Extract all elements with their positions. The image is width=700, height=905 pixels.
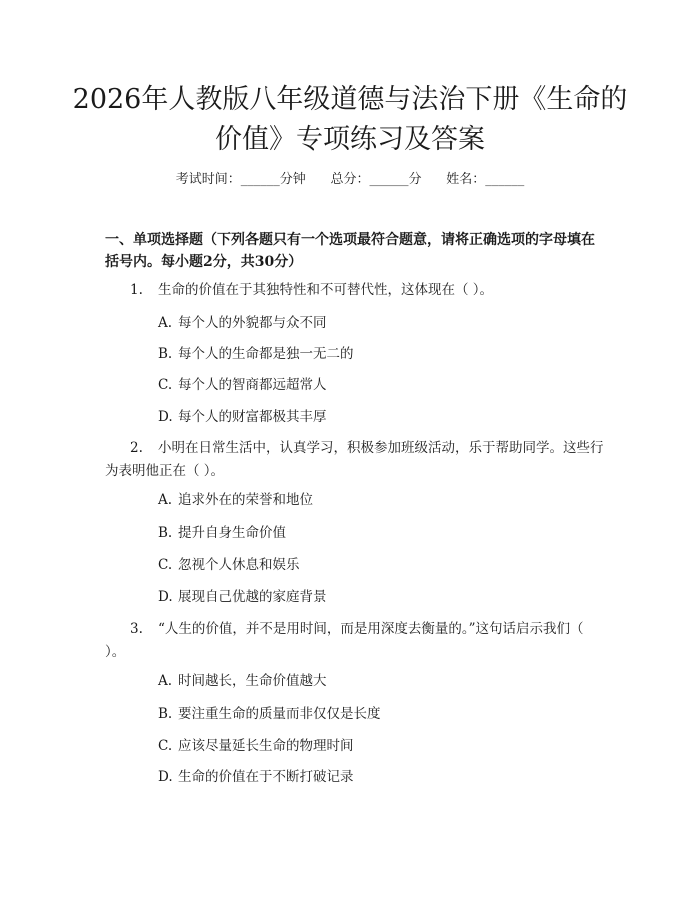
option-text: 展现自己优越的家庭背景 — [178, 589, 327, 605]
option-letter: C. — [158, 557, 173, 573]
option-letter: D. — [158, 409, 173, 425]
option-letter: B. — [158, 706, 173, 722]
option-c — [158, 555, 300, 575]
option-text: 忽视个人休息和娱乐 — [178, 557, 300, 573]
question-text: “人生的价值，并不是用时间，而是用深度去衡量的。”这句话启示我们（ ）。 — [105, 621, 584, 660]
option-d — [158, 587, 327, 607]
option-text: 追求外在的荣誉和地位 — [178, 492, 313, 508]
question-1 — [105, 279, 605, 302]
exam-info-line: 考试时间：______分钟 总分：______分 姓名：______ — [175, 172, 525, 187]
question-number: 2. — [130, 440, 143, 456]
option-d — [158, 767, 354, 787]
option-letter: D. — [158, 589, 173, 605]
question-2 — [105, 437, 605, 483]
option-a — [158, 490, 313, 510]
section-heading: 一、单项选择题（下列各题只有一个选项最符合题意，请将正确选项的字母填在括号内。每小题2分，共30分） — [105, 232, 595, 270]
question-text: 小明在日常生活中，认真学习，积极参加班级活动，乐于帮助同学。这些行为表明他正在（ ）。 — [105, 440, 604, 479]
question-3 — [105, 618, 605, 664]
option-text: 每个人的生命都是独一无二的 — [178, 346, 354, 362]
question-text: 生命的价值在于其独特性和不可替代性，这体现在（ ）。 — [158, 282, 494, 298]
question-number: 3. — [130, 621, 143, 637]
option-letter: D. — [158, 769, 173, 785]
option-text: 每个人的外貌都与众不同 — [178, 315, 327, 331]
option-text: 要注重生命的质量而非仅仅是长度 — [178, 706, 381, 722]
option-a — [158, 671, 327, 691]
option-a — [158, 313, 327, 333]
option-c — [158, 736, 354, 756]
option-text: 生命的价值在于不断打破记录 — [178, 769, 354, 785]
option-text: 每个人的智商都远超常人 — [178, 377, 327, 393]
option-letter: B. — [158, 346, 173, 362]
option-d — [158, 407, 327, 427]
option-text: 提升自身生命价值 — [178, 525, 286, 541]
option-letter: C. — [158, 738, 173, 754]
option-letter: A. — [158, 492, 173, 508]
option-c — [158, 375, 327, 395]
option-letter: B. — [158, 525, 173, 541]
option-letter: A. — [158, 315, 173, 331]
option-text: 时间越长，生命价值越大 — [178, 673, 327, 689]
option-text: 每个人的财富都极其丰厚 — [178, 409, 327, 425]
option-letter: C. — [158, 377, 173, 393]
question-number: 1. — [130, 282, 143, 298]
option-text: 应该尽量延长生命的物理时间 — [178, 738, 354, 754]
document-title: 2026年人教版八年级道德与法治下册《生命的价值》专项练习及答案 — [72, 84, 628, 155]
option-b — [158, 344, 354, 364]
option-letter: A. — [158, 673, 173, 689]
option-b — [158, 704, 381, 724]
option-b — [158, 523, 286, 543]
